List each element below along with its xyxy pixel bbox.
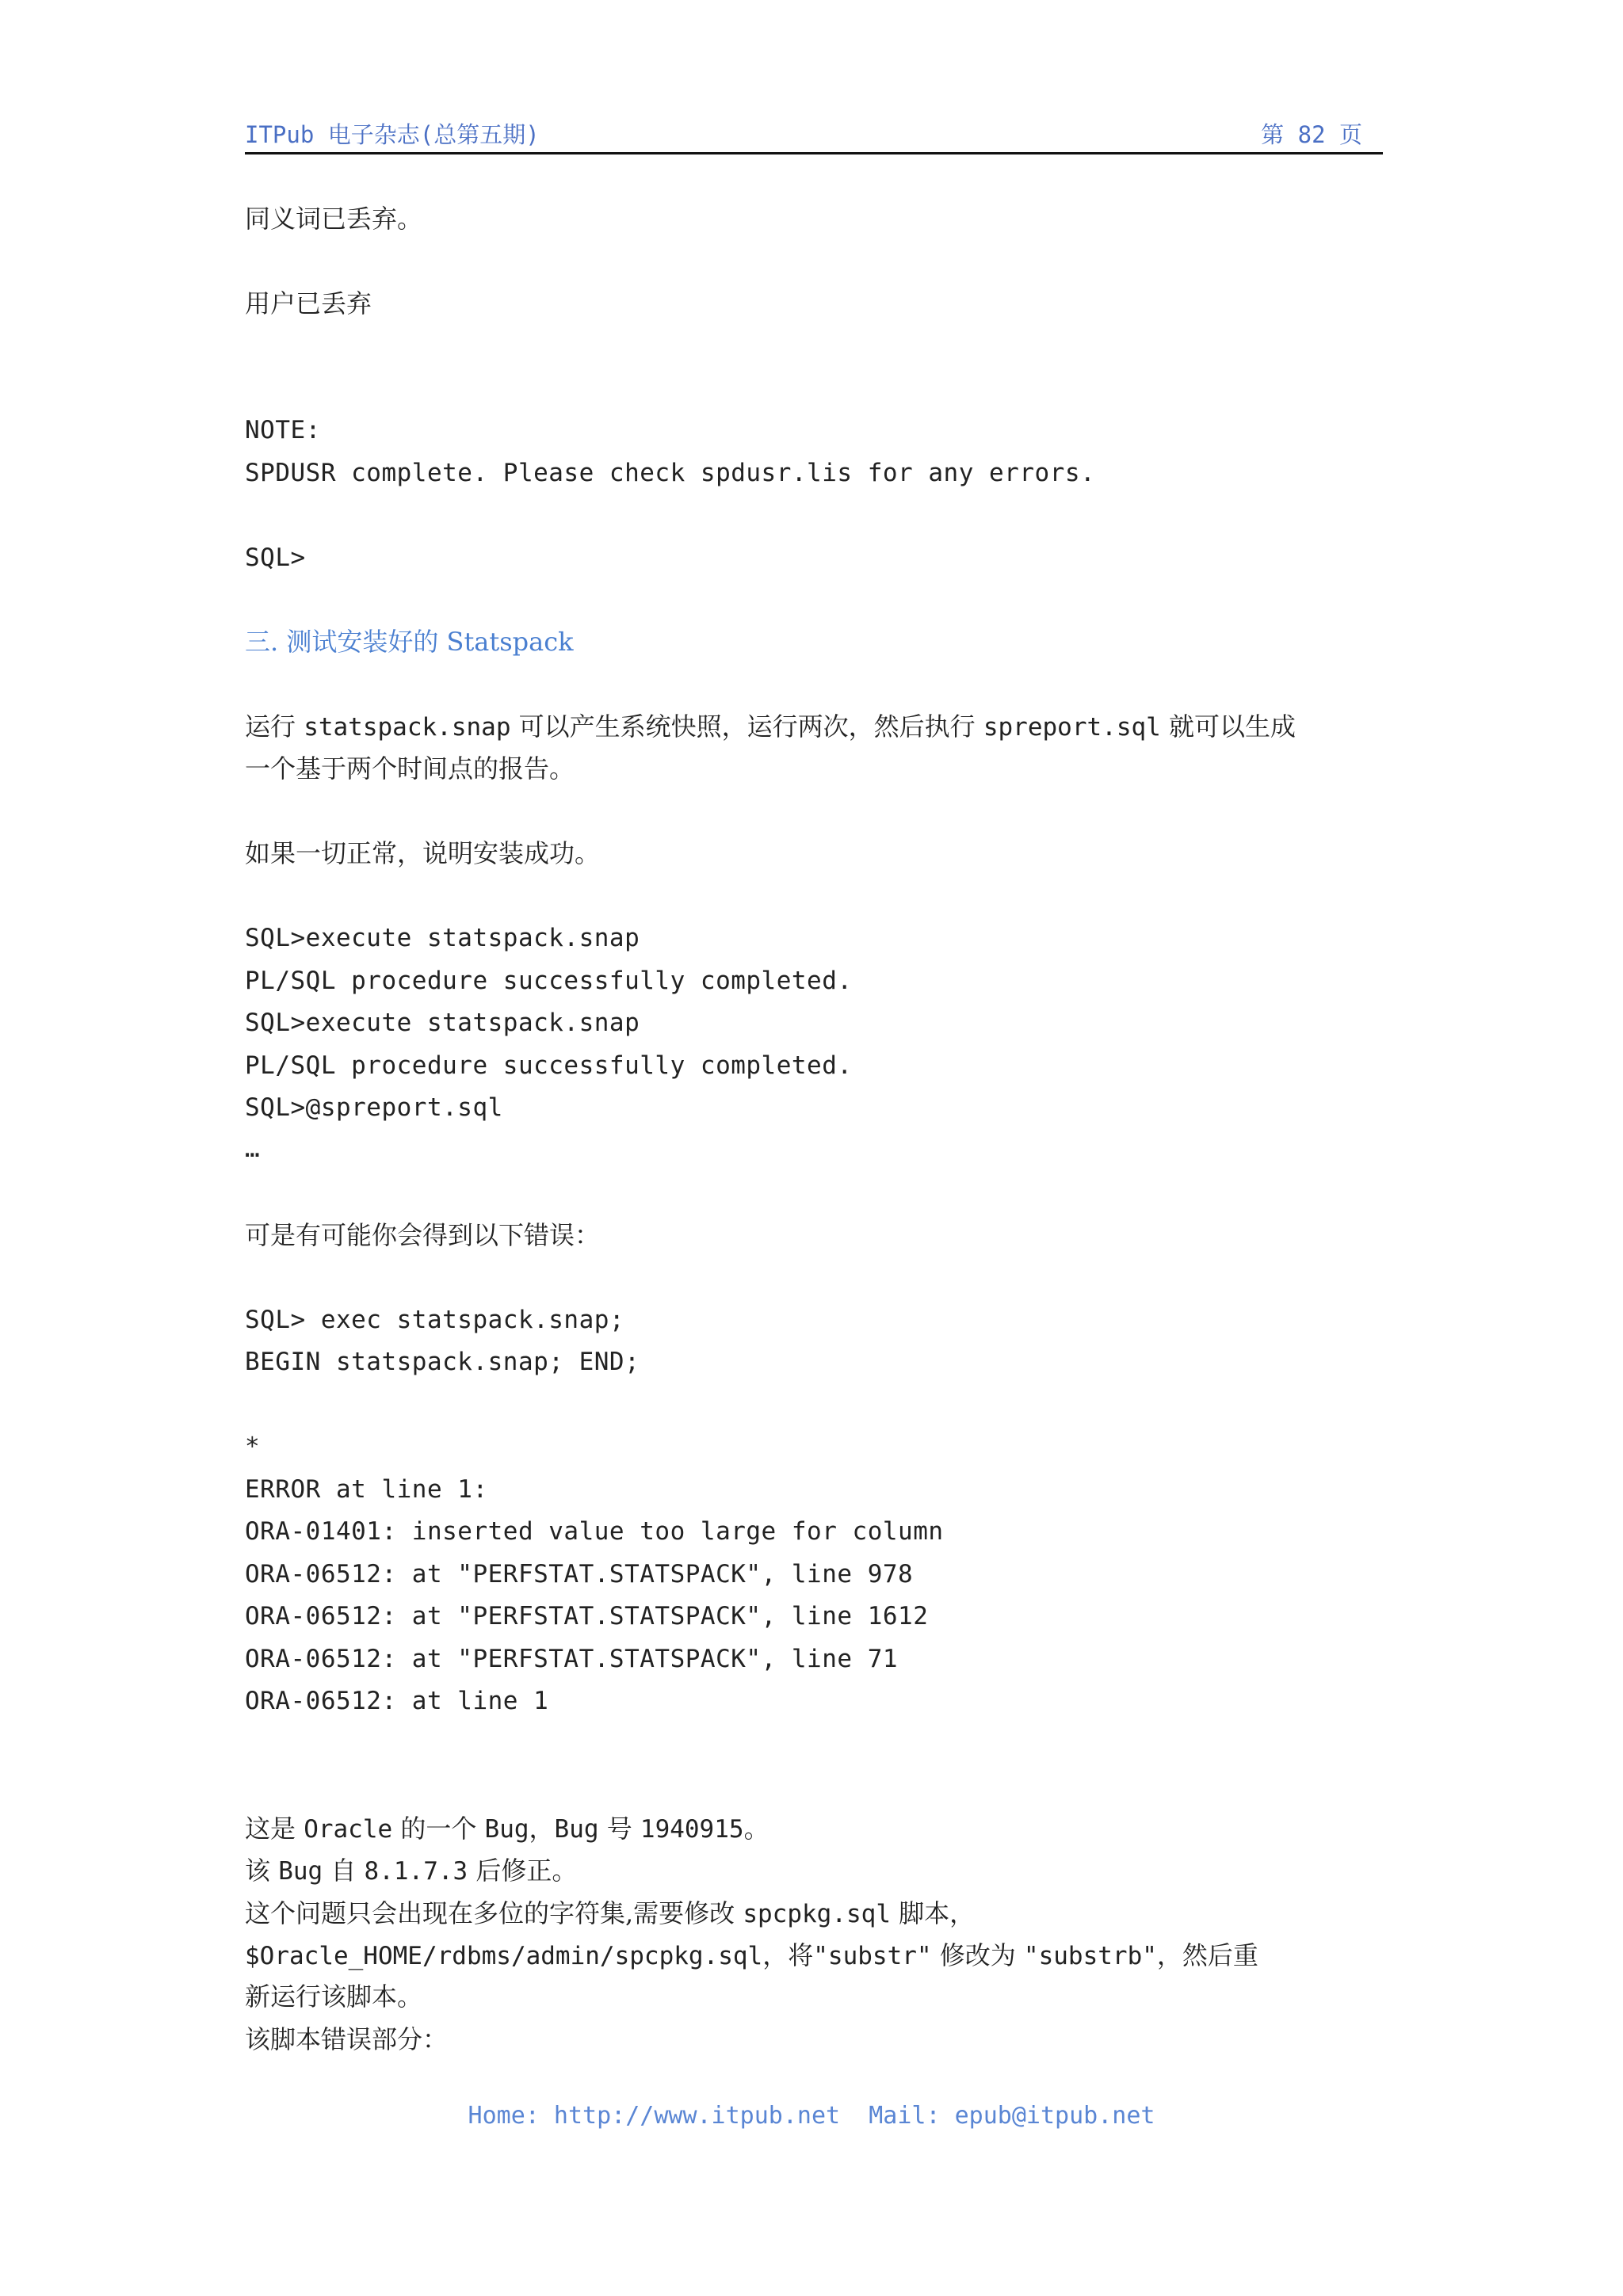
code-line: SQL>@spreport.sql	[245, 1093, 503, 1122]
code-line: *	[245, 1432, 261, 1461]
note-text: SPDUSR complete. Please check spdusr.lis for any errors.	[245, 459, 1096, 487]
code-line: ORA-06512: at "PERFSTAT.STATSPACK", line 978	[245, 1560, 914, 1589]
code-line: PL/SQL procedure successfully completed.	[245, 1051, 853, 1080]
magazine-title: ITPub 电子杂志(总第五期)	[245, 121, 540, 148]
bug-fixed-line: 该 Bug 自 8.1.7.3 后修正。	[245, 1855, 578, 1886]
bug-info-line: 这是 Oracle 的一个 Bug，Bug 号 1940915。	[245, 1814, 769, 1844]
paragraph-possible-error: 可是有可能你会得到以下错误：	[245, 1220, 601, 1250]
text-user-dropped: 用户已丢弃	[245, 288, 372, 318]
paragraph-run-snap: 运行 statspack.snap 可以产生系统快照，运行两次，然后执行 spreport.sql 就可以生成	[245, 711, 1296, 742]
code-line: ORA-06512: at "PERFSTAT.STATSPACK", line 1612	[245, 1602, 929, 1630]
code-line: SQL> exec statspack.snap;	[245, 1306, 625, 1334]
note-label: NOTE:	[245, 416, 321, 444]
rerun-script-line: 新运行该脚本。	[245, 1981, 423, 2012]
code-line: SQL>execute statspack.snap	[245, 1009, 640, 1037]
code-line: ORA-06512: at line 1	[245, 1687, 549, 1715]
code-line: ERROR at line 1:	[245, 1475, 488, 1504]
sql-prompt: SQL>	[245, 543, 306, 572]
code-line: PL/SQL procedure successfully completed.	[245, 967, 853, 995]
paragraph-install-success: 如果一切正常，说明安装成功。	[245, 838, 601, 868]
page-header	[245, 113, 1383, 154]
code-ellipsis: …	[245, 1135, 261, 1163]
page-footer: Home: http://www.itpub.net Mail: epub@itpub.net	[468, 2102, 1155, 2130]
code-statspack-snap: statspack.snap	[304, 713, 511, 742]
text-synonyms-dropped: 同义词已丢弃。	[245, 204, 423, 234]
section-heading: 三. 测试安装好的 Statspack	[245, 627, 574, 657]
code-line: BEGIN statspack.snap; END;	[245, 1348, 640, 1376]
fix-instruction-line: $Oracle_HOME/rdbms/admin/spcpkg.sql，将"substr" 修改为 "substrb"，然后重	[245, 1940, 1258, 1970]
code-line: SQL>execute statspack.snap	[245, 924, 640, 952]
script-error-part-line: 该脚本错误部分：	[245, 2024, 449, 2054]
page-number: 第 82 页	[1261, 121, 1362, 148]
paragraph-run-snap-line2: 一个基于两个时间点的报告。	[245, 753, 575, 784]
charset-issue-line: 这个问题只会出现在多位的字符集,需要修改 spcpkg.sql 脚本，	[245, 1898, 976, 1928]
code-line: ORA-06512: at "PERFSTAT.STATSPACK", line 71	[245, 1645, 899, 1673]
code-line: ORA-01401: inserted value too large for column	[245, 1517, 944, 1546]
code-spreport: spreport.sql	[983, 713, 1161, 742]
